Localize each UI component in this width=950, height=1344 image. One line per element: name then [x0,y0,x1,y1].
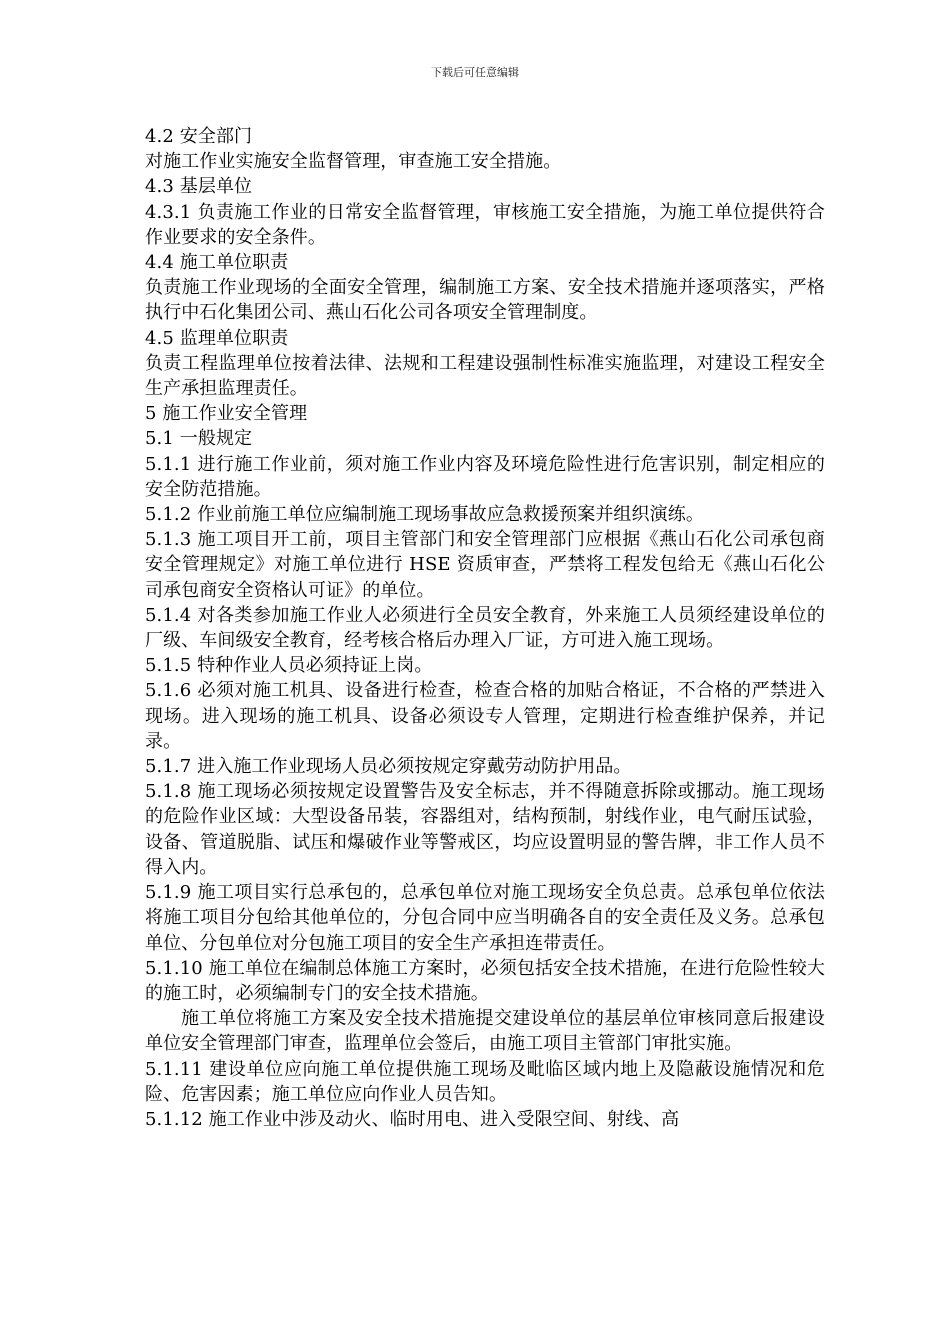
clause-5-1-4: 5.1.4 对各类参加施工作业人必须进行全员安全教育，外来施工人员须经建设单位的厂级、车间级安全教育，经考核合格后办理入厂证，方可进入施工现场。 [145,604,825,652]
section-heading-4-3: 4.3 基层单位 [145,176,253,198]
section-heading-5-1: 5.1 一般规定 [145,428,253,450]
clause-5-1-11: 5.1.11 建设单位应向施工单位提供施工现场及毗临区域内地上及隐蔽设施情况和危险、危害因素；施工单位应向作业人员告知。 [145,1058,825,1105]
section-heading-5: 5 施工作业安全管理 [145,403,308,425]
paragraph: 对施工作业实施安全监督管理，审查施工安全措施。 [145,151,562,173]
clause-5-1-12: 5.1.12 施工作业中涉及动火、临时用电、进入受限空间、射线、高 [145,1108,680,1130]
clause-5-1-3: 5.1.3 施工项目开工前，项目主管部门和安全管理部门应根据《燕山石化公司承包商安全管理规定》对施工单位进行 HSE 资质审查，严禁将工程发包给无《燕山石化公司承包商安全资格认可证》的单位。 [145,529,825,601]
paragraph: 负责工程监理单位按着法律、法规和工程建设强制性标准实施监理，对建设工程安全生产承担监理责任。 [145,352,825,400]
paragraph: 负责施工作业现场的全面安全管理，编制施工方案、安全技术措施并逐项落实，严格执行中石化集团公司、燕山石化公司各项安全管理制度。 [145,277,825,324]
document-body [145,124,825,1132]
clause-5-1-5: 5.1.5 特种作业人员必须持证上岗。 [145,655,433,677]
section-heading-4-4: 4.4 施工单位职责 [145,252,289,274]
section-heading-4-2: 4.2 安全部门 [145,126,253,147]
paragraph-indented: 施工单位将施工方案及安全技术措施提交建设单位的基层单位审核同意后报建设单位安全管理部门审查，监理单位会签后，由施工项目主管部门审批实施。 [145,1008,825,1055]
clause-5-1-10: 5.1.10 施工单位在编制总体施工方案时，必须包括安全技术措施，在进行危险性较大的施工时，必须编制专门的安全技术措施。 [145,957,825,1004]
clause-5-1-9: 5.1.9 施工项目实行总承包的，总承包单位对施工现场安全负总责。总承包单位依法将施工项目分包给其他单位的，分包合同中应当明确各自的安全责任及义务。总承包单位、分包单位对分包施工项目的安全生产承担连带责任。 [145,882,825,954]
clause-5-1-2: 5.1.2 作业前施工单位应编制施工现场事故应急救援预案并组织演练。 [145,504,704,526]
clause-5-1-1: 5.1.1 进行施工作业前，须对施工作业内容及环境危险性进行危害识别，制定相应的安全防范措施。 [145,453,825,500]
clause-5-1-7: 5.1.7 进入施工作业现场人员必须按规定穿戴劳动防护用品。 [145,756,632,778]
clause-4-3-1: 4.3.1 负责施工作业的日常安全监督管理，审核施工安全措施，为施工单位提供符合作业要求的安全条件。 [145,201,825,248]
clause-5-1-8: 5.1.8 施工现场必须按规定设置警告及安全标志，并不得随意拆除或挪动。施工现场的危险作业区域：大型设备吊装，容器组对，结构预制，射线作业，电气耐压试验，设备、管道脱脂、试压和爆破作业等警戒区，均应设置明显的警告牌，非工作人员不得入内。 [145,781,825,878]
section-heading-4-5: 4.5 监理单位职责 [145,327,289,349]
clause-5-1-6: 5.1.6 必须对施工机具、设备进行检查，检查合格的加贴合格证，不合格的严禁进入现场。进入现场的施工机具、设备必须设专人管理，定期进行检查维护保养，并记录。 [145,680,825,752]
page-header-note: 下载后可任意编辑 [431,66,519,79]
